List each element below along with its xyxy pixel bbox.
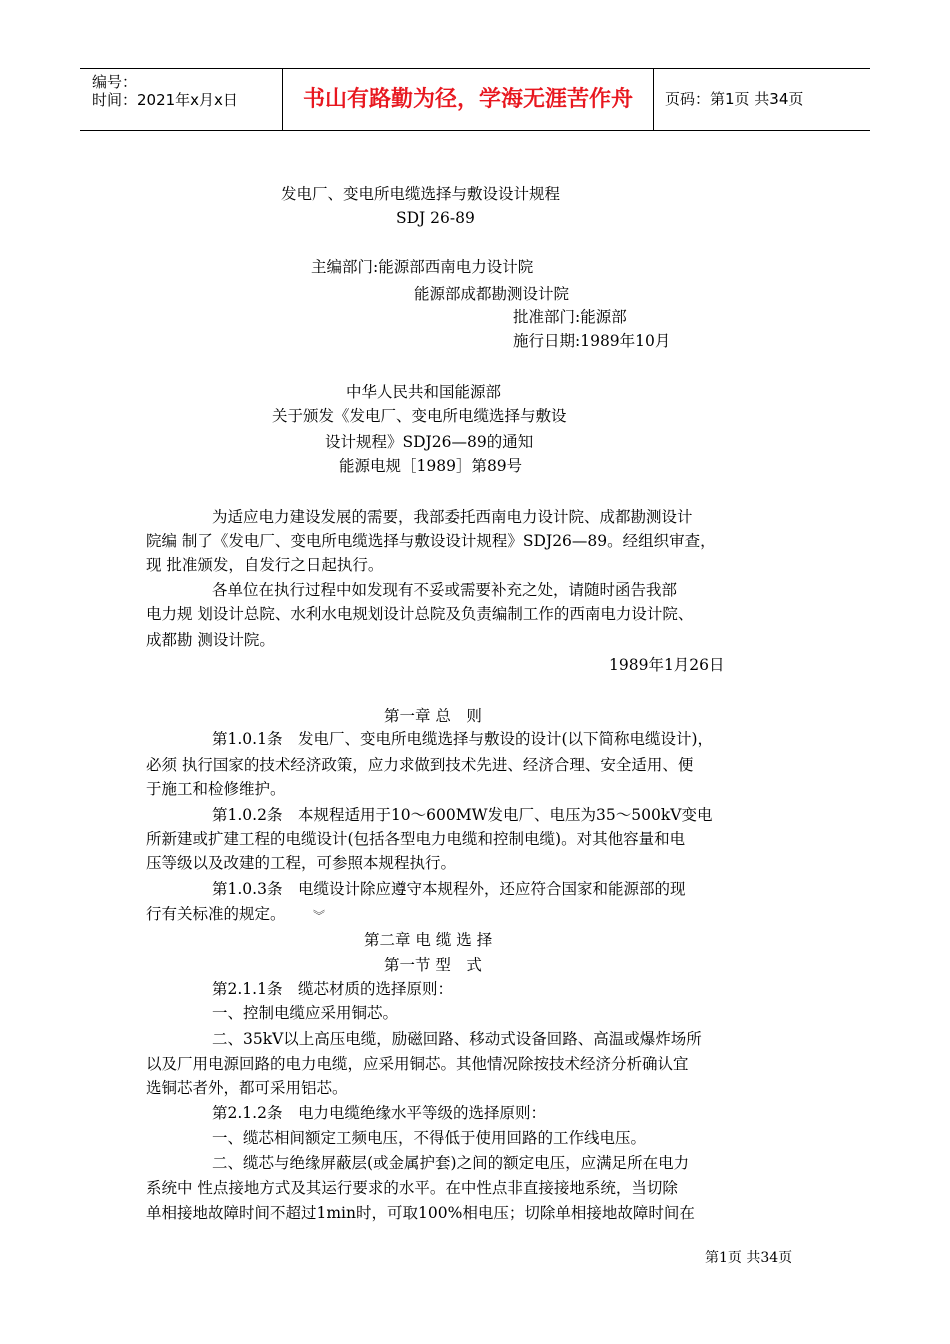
notice-paragraph-1-line: 为适应电力建设发展的需要，我部委托西南电力设计院、成都勘测设计 — [212, 508, 693, 526]
editor-line-1: 主编部门:能源部西南电力设计院 — [311, 258, 534, 276]
article-2-1-2-item-2-line: 单相接地故障时间不超过1min时，可取100%相电压；切除单相接地故障时间在 — [146, 1204, 695, 1222]
chapter-1-heading: 第一章 总 则 — [384, 707, 482, 725]
chapter-2-heading: 第二章 电 缆 选 择 — [364, 931, 493, 949]
time-label: 时间：2021年x月x日 — [92, 91, 238, 109]
footer-page-number: 第1页 共34页 — [705, 1250, 793, 1266]
editor-line-2: 能源部成都勘测设计院 — [414, 285, 570, 303]
article-2-1-2-item-1: 一、缆芯相间额定工频电压，不得低于使用回路的工作线电压。 — [212, 1129, 647, 1147]
header-page-number: 页码：第1页 共34页 — [665, 90, 804, 108]
article-1-0-2-line: 压等级以及改建的工程，可参照本规程执行。 — [146, 854, 457, 872]
article-2-1-1-item-2-line: 二、35kV以上高压电缆，励磁回路、移动式设备回路、高温或爆炸场所 — [212, 1030, 702, 1048]
article-2-1-2-item-2-line: 系统中 性点接地方式及其运行要求的水平。在中性点非直接接地系统，当切除 — [146, 1179, 678, 1197]
approver-line: 批准部门:能源部 — [513, 308, 627, 326]
notice-paragraph-2-line: 成都勘 测设计院。 — [146, 631, 275, 649]
notice-paragraph-1-line: 现 批准颁发，自发行之日起执行。 — [146, 556, 384, 574]
article-2-1-1-item-2-line: 选铜芯者外，都可采用铝芯。 — [146, 1079, 348, 1097]
notice-reference: 能源电规［1989］第89号 — [339, 457, 523, 475]
notice-paragraph-1-line: 院编 制了《发电厂、变电所电缆选择与敷设设计规程》SDJ26—89。经组织审查， — [146, 532, 716, 550]
doc-code: SDJ 26-89 — [396, 209, 475, 227]
notice-paragraph-2-line: 各单位在执行过程中如发现有不妥或需要补充之处，请随时函告我部 — [212, 581, 678, 599]
page-header — [80, 68, 870, 131]
number-label: 编号： — [92, 73, 138, 91]
article-1-0-1-line: 于施工和检修维护。 — [146, 780, 286, 798]
article-1-0-3-line: 第1.0.3条 电缆设计除应遵守本规程外，还应符合国家和能源部的现 — [212, 880, 686, 898]
header-meta — [80, 69, 282, 130]
chevron-down-icon: ︾ — [313, 909, 326, 923]
article-2-1-1-item-1: 一、控制电缆应采用铜芯。 — [212, 1004, 399, 1022]
effective-date-line: 施行日期:1989年10月 — [513, 332, 671, 350]
doc-title: 发电厂、变电所电缆选择与敷设设计规程 — [281, 185, 561, 203]
notice-title-2: 设计规程》SDJ26—89的通知 — [325, 433, 534, 451]
notice-org: 中华人民共和国能源部 — [346, 383, 502, 401]
article-2-1-2: 第2.1.2条 电力电缆绝缘水平等级的选择原则： — [212, 1104, 546, 1122]
article-1-0-3-line: 行有关标准的规定。 — [146, 905, 286, 923]
notice-paragraph-2-line: 电力规 划设计总院、水利水电规划设计总院及负责编制工作的西南电力设计院、 — [146, 605, 694, 623]
article-2-1-2-item-2-line: 二、缆芯与绝缘屏蔽层(或金属护套)之间的额定电压，应满足所在电力 — [212, 1154, 690, 1172]
notice-date: 1989年1月26日 — [609, 656, 725, 674]
section-1-heading: 第一节 型 式 — [384, 956, 482, 974]
article-2-1-1: 第2.1.1条 缆芯材质的选择原则： — [212, 980, 453, 998]
article-1-0-2-line: 所新建或扩建工程的电缆设计(包括各型电力电缆和控制电缆)。对其他容量和电 — [146, 830, 686, 848]
article-1-0-1-line: 必须 执行国家的技术经济政策，应力求做到技术先进、经济合理、安全适用、便 — [146, 756, 694, 774]
article-1-0-2-line: 第1.0.2条 本规程适用于10～600MW发电厂、电压为35～500kV变电 — [212, 806, 713, 824]
notice-title-1: 关于颁发《发电厂、变电所电缆选择与敷设 — [272, 407, 567, 425]
article-1-0-1-line: 第1.0.1条 发电厂、变电所电缆选择与敷设的设计(以下简称电缆设计)， — [212, 730, 714, 748]
article-2-1-1-item-2-line: 以及厂用电源回路的电力电缆，应采用铜芯。其他情况除按技术经济分析确认宜 — [146, 1055, 689, 1073]
header-motto: 书山有路勤为径，学海无涯苦作舟 — [282, 69, 654, 130]
